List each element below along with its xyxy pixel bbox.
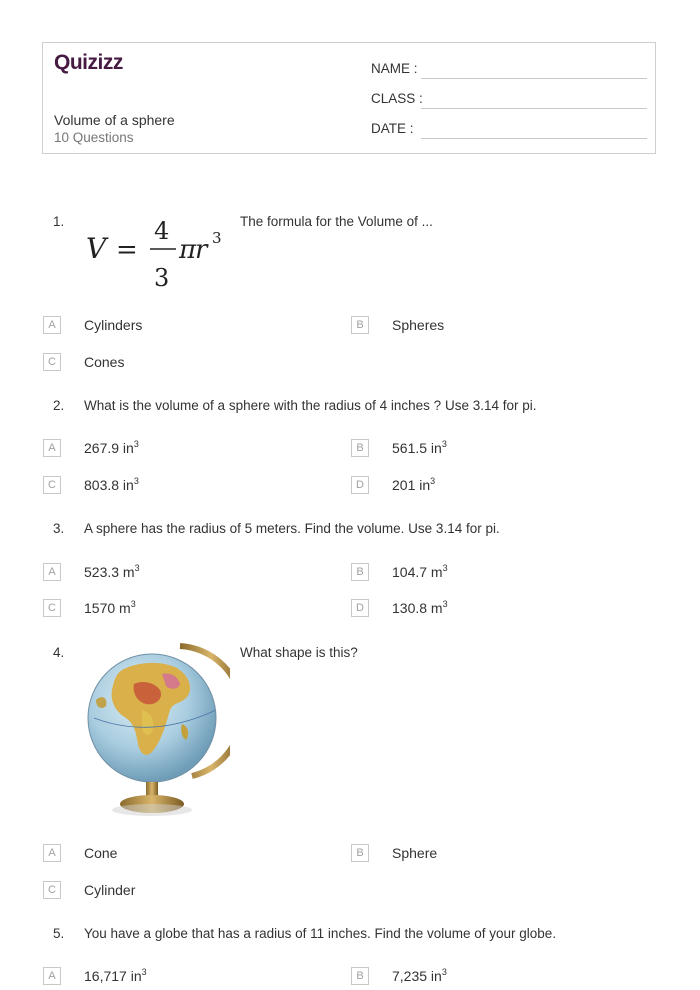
volume-formula (82, 208, 232, 294)
date-line (421, 138, 647, 139)
question-3-option-c: 1570 $m^3$ (84, 599, 136, 616)
option-badge: A (43, 316, 61, 334)
option-badge: B (351, 439, 369, 457)
question-4-option-a: Cone (84, 845, 118, 861)
question-2-option-d: 201 $in^3$ (392, 476, 436, 493)
option-badge: A (43, 967, 61, 985)
question-3-number: 3. (53, 521, 65, 536)
option-badge: B (351, 316, 369, 334)
question-3-option-b: 104.7 $m^3$ (392, 563, 448, 580)
question-2-number: 2. (53, 398, 65, 413)
formula-pi: π (179, 235, 197, 265)
question-4-text: What shape is this? (240, 645, 358, 660)
question-1-option-c: Cones (84, 354, 125, 370)
worksheet-title: Volume of a sphere (54, 112, 175, 128)
question-count: 10 Questions (54, 130, 134, 145)
question-3-option-d: 130.8 $m^3$ (392, 599, 448, 616)
option-badge: B (351, 844, 369, 862)
worksheet-header (42, 42, 656, 154)
question-2-text: What is the volume of a sphere with the radius of 4 inches ? Use 3.14 for pi. (84, 398, 537, 413)
question-4-number: 4. (53, 645, 65, 660)
question-5-option-a: 16,717 $in^3$ (84, 967, 147, 984)
option-badge: B (351, 563, 369, 581)
class-label: CLASS : (371, 91, 423, 106)
formula-v: V (86, 232, 107, 265)
option-badge: B (351, 967, 369, 985)
formula-denominator: 3 (154, 264, 170, 292)
question-1-text: The formula for the Volume of ... (240, 214, 433, 229)
name-line (421, 78, 647, 79)
formula-numerator: 4 (154, 217, 170, 245)
option-badge: A (43, 439, 61, 457)
formula-r: r (195, 235, 208, 265)
question-3-option-a: 523.3 $m^3$ (84, 563, 140, 580)
question-2-option-c: 803.8 $in^3$ (84, 476, 139, 493)
option-badge: C (43, 353, 61, 371)
question-2-option-a: 267.9 $in^3$ (84, 439, 139, 456)
question-1-option-a: Cylinders (84, 317, 143, 333)
question-5-number: 5. (53, 926, 65, 941)
question-3-text: A sphere has the radius of 5 meters. Find the volume. Use 3.14 for pi. (84, 521, 500, 536)
question-5-text: You have a globe that has a radius of 11 inches. Find the volume of your globe. (84, 926, 557, 941)
option-badge: C (43, 881, 61, 899)
question-5-option-b: 7,235 $in^3$ (392, 967, 447, 984)
class-line (421, 108, 647, 109)
question-2-option-b: 561.5 $in^3$ (392, 439, 447, 456)
formula-exponent: 3 (212, 229, 222, 247)
option-badge: D (351, 599, 369, 617)
formula-equals: = (116, 235, 138, 265)
date-label: DATE : (371, 121, 414, 136)
question-1-number: 1. (53, 214, 65, 229)
option-badge: D (351, 476, 369, 494)
question-4-option-b: Sphere (392, 845, 438, 861)
option-badge: A (43, 563, 61, 581)
globe-image (82, 640, 230, 820)
option-badge: A (43, 844, 61, 862)
option-badge: C (43, 599, 61, 617)
question-1-option-b: Spheres (392, 317, 445, 333)
option-badge: C (43, 476, 61, 494)
quizizz-logo: Quizizz (54, 51, 123, 74)
name-label: NAME : (371, 61, 418, 76)
question-4-option-c: Cylinder (84, 882, 136, 898)
